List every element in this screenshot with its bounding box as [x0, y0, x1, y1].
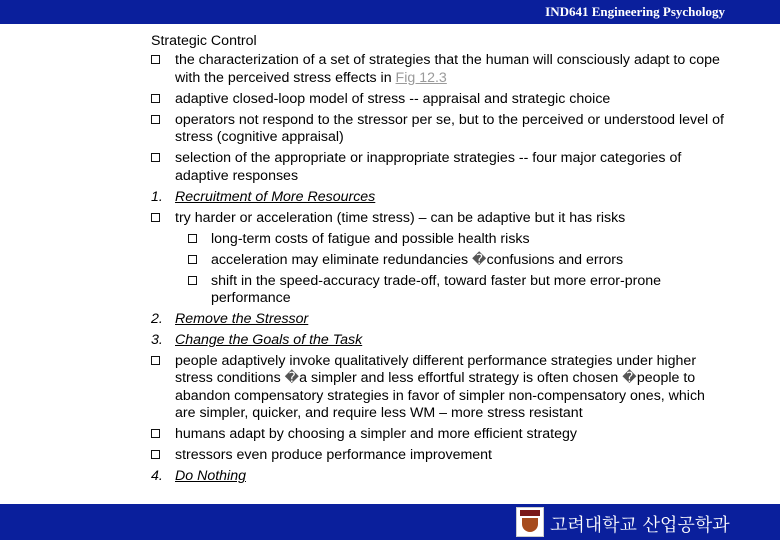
bullet-item: humans adapt by choosing a simpler and more efficient strategy — [151, 426, 726, 443]
course-title: IND641 Engineering Psychology — [545, 4, 725, 19]
list-number: 1. — [151, 188, 163, 205]
university-department-name: 고려대학교 산업공학과 — [550, 515, 730, 536]
square-bullet-icon — [188, 234, 197, 243]
heading-link[interactable]: Do Nothing — [175, 468, 246, 485]
square-bullet-icon — [151, 115, 160, 124]
figure-link[interactable]: Fig 12.3 — [395, 69, 447, 86]
top-header-bar — [0, 0, 780, 24]
bottom-footer-bar — [0, 504, 780, 540]
slide-title: Strategic Control — [151, 33, 257, 49]
square-bullet-icon — [151, 450, 160, 459]
bullet-item: selection of the appropriate or inappropriate strategies -- four major categories of adaptive responses — [151, 150, 726, 185]
sub-bullet-item: acceleration may eliminate redundancies �confusions and errors — [151, 252, 726, 269]
arrow-glyph-icon: � — [284, 370, 300, 387]
square-bullet-icon — [151, 153, 160, 162]
numbered-heading — [151, 311, 726, 328]
list-number: 2. — [151, 311, 163, 328]
heading-link[interactable]: Change the Goals of the Task — [175, 332, 363, 349]
arrow-glyph-icon: � — [472, 251, 487, 268]
university-crest-icon — [516, 507, 544, 537]
heading-link[interactable]: Recruitment of More Resources — [175, 188, 376, 205]
list-number: 4. — [151, 468, 163, 485]
bullet-item: operators not respond to the stressor per se, but to the perceived or understood level of stress (cognitive appraisal) — [151, 112, 726, 147]
list-number: 3. — [151, 332, 163, 349]
numbered-heading — [151, 189, 726, 206]
heading-link[interactable]: Remove the Stressor — [175, 311, 309, 328]
square-bullet-icon — [151, 94, 160, 103]
sub-bullet-item: long-term costs of fatigue and possible health risks — [151, 231, 726, 248]
arrow-glyph-icon: � — [622, 370, 637, 387]
numbered-heading — [151, 332, 726, 349]
square-bullet-icon — [188, 276, 197, 285]
square-bullet-icon — [188, 255, 197, 264]
square-bullet-icon — [151, 213, 160, 222]
bullet-item: the characterization of a set of strategies that the human will consciously adapt to cope with the perceived stress effects in Fig 12.3 — [151, 52, 726, 87]
square-bullet-icon — [151, 429, 160, 438]
bullet-item: stressors even produce performance improvement — [151, 447, 726, 464]
square-bullet-icon — [151, 55, 160, 64]
sub-bullet-item: shift in the speed-accuracy trade-off, toward faster but more error-prone performance — [151, 273, 726, 308]
bullet-item: people adaptively invoke qualitatively different performance strategies under higher stress conditions �a simpler and less effortful strategy is often chosen �people to abandon compensatory strategies in favor of simpler non-compensatory ones, which are simpler, quicker, and require less WM – more stress resistant — [151, 353, 726, 423]
numbered-heading — [151, 468, 726, 485]
bullet-item: try harder or acceleration (time stress) – can be adaptive but it has risks — [151, 210, 726, 227]
square-bullet-icon — [151, 356, 160, 365]
bullet-item: adaptive closed-loop model of stress -- appraisal and strategic choice — [151, 91, 726, 108]
slide-content — [151, 33, 726, 489]
